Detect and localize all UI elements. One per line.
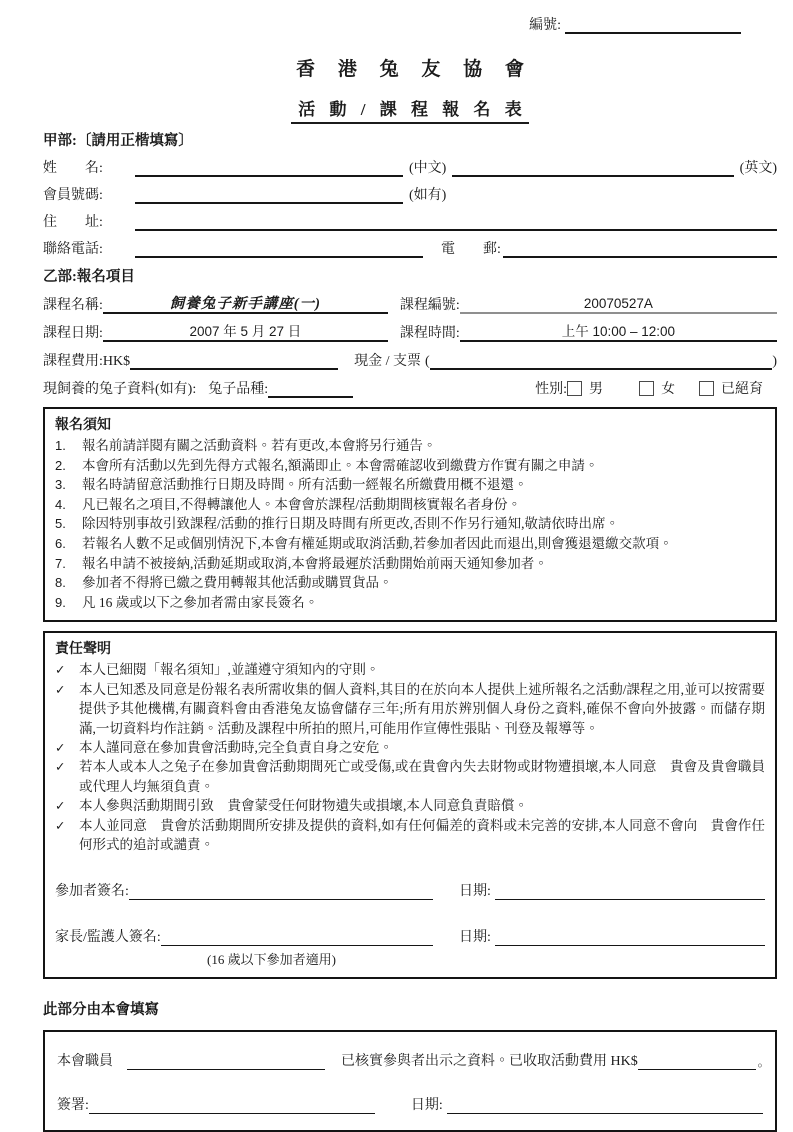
course-no-label: 課程編號: <box>399 298 460 313</box>
note-item <box>55 436 765 456</box>
member-no-row <box>43 177 777 204</box>
if-any-note: (如有) <box>409 188 447 203</box>
course-fee-field[interactable] <box>130 350 338 370</box>
payment-cheque-field[interactable] <box>430 350 773 370</box>
name-english-field[interactable] <box>452 157 733 177</box>
note-item <box>55 593 765 613</box>
declaration-text: 本人謹同意在參加貴會活動時,完全負責自身之安危。 <box>79 739 393 755</box>
sex-option-female <box>639 378 675 398</box>
rabbit-breed-field[interactable] <box>268 378 353 398</box>
check-icon: ✓ <box>55 681 66 697</box>
note-text: 報名時請留意活動推行日期及時間。所有活動一經報名所繳費用概不退還。 <box>82 477 528 493</box>
guardian-sign-label: 家長/監護人簽名: <box>55 930 161 946</box>
declaration-text: 本人已知悉及同意是份報名表所需收集的個人資料,其目的在於向本人提供上述所報名之活動/課程之用,並可以按需要提供予其他機構,有關資料會由香港兔友協會儲存三年;所有用於辨別個人身份之資料,確保不會向外披露。而儲存期滿,一切資料均作註銷。活動及課程中所拍的照片,可能用作宣傳性張貼、刊登及報導等。 <box>79 681 765 736</box>
course-time-label: 課程時間: <box>399 326 460 341</box>
note-number: 7. <box>55 555 66 571</box>
participant-signature-group <box>55 880 459 900</box>
guardian-signature-group <box>55 926 459 946</box>
note-text: 凡已報名之項目,不得轉讓他人。本會會於課程/活動期間核實報名者身份。 <box>82 496 522 512</box>
name-row <box>43 150 777 177</box>
form-number-label: 編號: <box>529 18 561 33</box>
note-item <box>55 456 765 476</box>
course-fee-row <box>43 342 777 370</box>
verified-text: 已核實參與者出示之資料。已收取活動費用 HK$ <box>341 1054 638 1070</box>
office-use-heading: 此部分由本會填寫 <box>43 1002 159 1019</box>
note-text: 報名申請不被接納,活動延期或取消,本會將最遲於活動開始前兩天通知參加者。 <box>82 555 548 571</box>
note-item <box>55 534 765 554</box>
rabbit-breed-label: 兔子品種: <box>208 382 269 397</box>
office-date-field[interactable] <box>447 1094 763 1114</box>
note-item <box>55 554 765 574</box>
declaration-item <box>55 796 765 815</box>
note-number: 8. <box>55 575 66 591</box>
email-label: 電 郵: <box>441 242 501 257</box>
sex-male-checkbox[interactable] <box>567 381 582 396</box>
note-number: 6. <box>55 535 66 551</box>
english-note: (英文) <box>739 161 777 176</box>
sex-neutered-label: 已絕育 <box>721 382 763 397</box>
form-number-row <box>43 13 741 34</box>
note-number: 3. <box>55 477 66 493</box>
check-icon: ✓ <box>55 662 66 678</box>
chinese-note: (中文) <box>409 161 447 176</box>
note-item <box>55 514 765 534</box>
member-no-label: 會員號碼: <box>43 188 103 203</box>
guardian-signature-row <box>55 924 765 946</box>
office-use-box <box>43 1030 777 1132</box>
note-text: 參加者不得將已繳之費用轉報其他活動或購買貨品。 <box>82 575 393 591</box>
office-date-label: 日期: <box>410 1098 443 1114</box>
course-name-row <box>43 286 777 314</box>
declaration-item <box>55 757 765 796</box>
guardian-signature-field[interactable] <box>161 926 433 946</box>
address-label: 住 址: <box>43 215 103 230</box>
note-number: 1. <box>55 438 66 453</box>
note-number: 5. <box>55 516 66 532</box>
sex-option-male <box>567 378 603 398</box>
course-no-field[interactable]: 20070527A <box>460 294 777 314</box>
date-label: 日期: <box>459 884 491 900</box>
check-icon: ✓ <box>55 798 66 814</box>
office-verification-row <box>57 1046 770 1070</box>
declaration-text: 若本人或本人之兔子在參加貴會活動期間死亡或受傷,或在貴會內失去財物或財物遭損壞,本人同意 貴會及貴會職員或代理人均無須負責。 <box>79 759 765 794</box>
form-number-field[interactable] <box>565 14 741 34</box>
staff-label: 本會職員 <box>57 1054 113 1070</box>
course-name-label: 課程名稱: <box>43 298 103 313</box>
phone-field[interactable] <box>135 238 423 258</box>
note-number: 9. <box>55 594 66 610</box>
declaration-text: 本人並同意 貴會於活動期間所安排及提供的資料,如有任何偏差的資料或未完善的安排,本人同意不會向 貴會作任何形式的追討或譴責。 <box>79 817 765 852</box>
declaration-item <box>55 660 765 679</box>
declaration-item <box>55 680 765 738</box>
phone-label: 聯絡電話: <box>43 242 103 257</box>
course-time-field[interactable]: 上午 10:00 – 12:00 <box>460 322 777 342</box>
declaration-text: 本人參與活動期間引致 貴會蒙受任何財物遺失或損壞,本人同意負責賠償。 <box>79 798 528 814</box>
notes-heading: 報名須知 <box>55 418 111 433</box>
paren-open: ( <box>425 354 430 369</box>
guardian-note: (16 歲以下參加者適用) <box>207 952 336 968</box>
check-icon: ✓ <box>55 739 66 755</box>
sex-female-checkbox[interactable] <box>639 381 654 396</box>
name-label: 姓 名: <box>43 161 103 176</box>
participant-date-field[interactable] <box>495 880 765 900</box>
note-text: 凡 16 歲或以下之參加者需由家長簽名。 <box>82 594 319 610</box>
check-icon: ✓ <box>55 817 66 833</box>
participant-sign-label: 參加者簽名: <box>55 884 129 900</box>
form-title-text: 活 動 / 課 程 報 名 表 <box>291 100 528 124</box>
association-title: 香 港 兔 友 協 會 <box>296 59 533 80</box>
declaration-heading: 責任聲明 <box>55 642 111 658</box>
declaration-item <box>55 738 765 757</box>
sex-group <box>535 378 777 398</box>
course-date-field[interactable]: 2007 年 5 月 27 日 <box>103 322 388 342</box>
part-a-heading: 甲部:〔請用正楷填寫〕 <box>43 133 193 149</box>
office-signature-field[interactable] <box>89 1094 375 1114</box>
rabbit-info-label: 現飼養的兔子資料(如有): <box>43 382 197 397</box>
note-item <box>55 573 765 593</box>
course-name-field[interactable]: 飼養兔子新手講座(一) <box>103 294 388 314</box>
liability-declaration-box <box>43 631 777 979</box>
note-text: 本會所有活動以先到先得方式報名,額滿即止。本會需確認收到繳費方作實有關之申請。 <box>82 457 599 473</box>
declaration-item <box>55 816 765 855</box>
staff-name-field[interactable] <box>127 1050 325 1070</box>
participant-signature-field[interactable] <box>129 880 433 900</box>
note-number: 4. <box>55 496 66 512</box>
address-field[interactable] <box>135 211 777 231</box>
office-signature-row <box>57 1092 763 1114</box>
rabbit-info-row <box>43 370 777 398</box>
sex-option-neutered <box>699 378 763 398</box>
paren-close: ) <box>772 354 777 369</box>
note-text: 除因特別事故引致課程/活動的推行日期及時間有所更改,否則不作另行通知,敬請依時出席。 <box>82 516 619 532</box>
email-field[interactable] <box>503 238 777 258</box>
name-chinese-field[interactable] <box>135 157 403 177</box>
course-date-row <box>43 314 777 342</box>
phone-row <box>43 231 777 258</box>
note-text: 若報名人數不足或個別情況下,本會有權延期或取消活動,若參加者因此而退出,則會獲退還繳交款項。 <box>82 535 673 551</box>
participant-signature-row <box>55 878 765 900</box>
check-icon: ✓ <box>55 759 66 775</box>
note-item <box>55 495 765 515</box>
course-fee-label: 課程費用:HK$ <box>43 354 131 369</box>
period-mark: 。 <box>757 1055 770 1070</box>
sex-male-label: 男 <box>589 382 603 397</box>
sex-neutered-checkbox[interactable] <box>699 381 714 396</box>
note-item <box>55 475 765 495</box>
guardian-date-field[interactable] <box>495 926 765 946</box>
sex-female-label: 女 <box>661 382 675 397</box>
member-no-field[interactable] <box>135 184 403 204</box>
payment-label: 現金 / 支票 <box>354 354 422 369</box>
date-label: 日期: <box>459 930 491 946</box>
fee-collected-field[interactable] <box>638 1050 756 1070</box>
note-text: 報名前請詳閱有關之活動資料。若有更改,本會將另行通告。 <box>82 438 437 453</box>
address-row <box>43 204 777 231</box>
note-number: 2. <box>55 457 66 473</box>
form-title <box>43 95 777 122</box>
course-date-label: 課程日期: <box>43 326 103 341</box>
office-sign-label: 簽署: <box>57 1098 89 1114</box>
registration-notes-box <box>43 407 777 622</box>
part-b-heading: 乙部:報名項目 <box>43 269 135 285</box>
declaration-text: 本人已細閱「報名須知」,並謹遵守須知內的守則。 <box>79 662 380 678</box>
sex-label: 性別: <box>535 382 567 397</box>
